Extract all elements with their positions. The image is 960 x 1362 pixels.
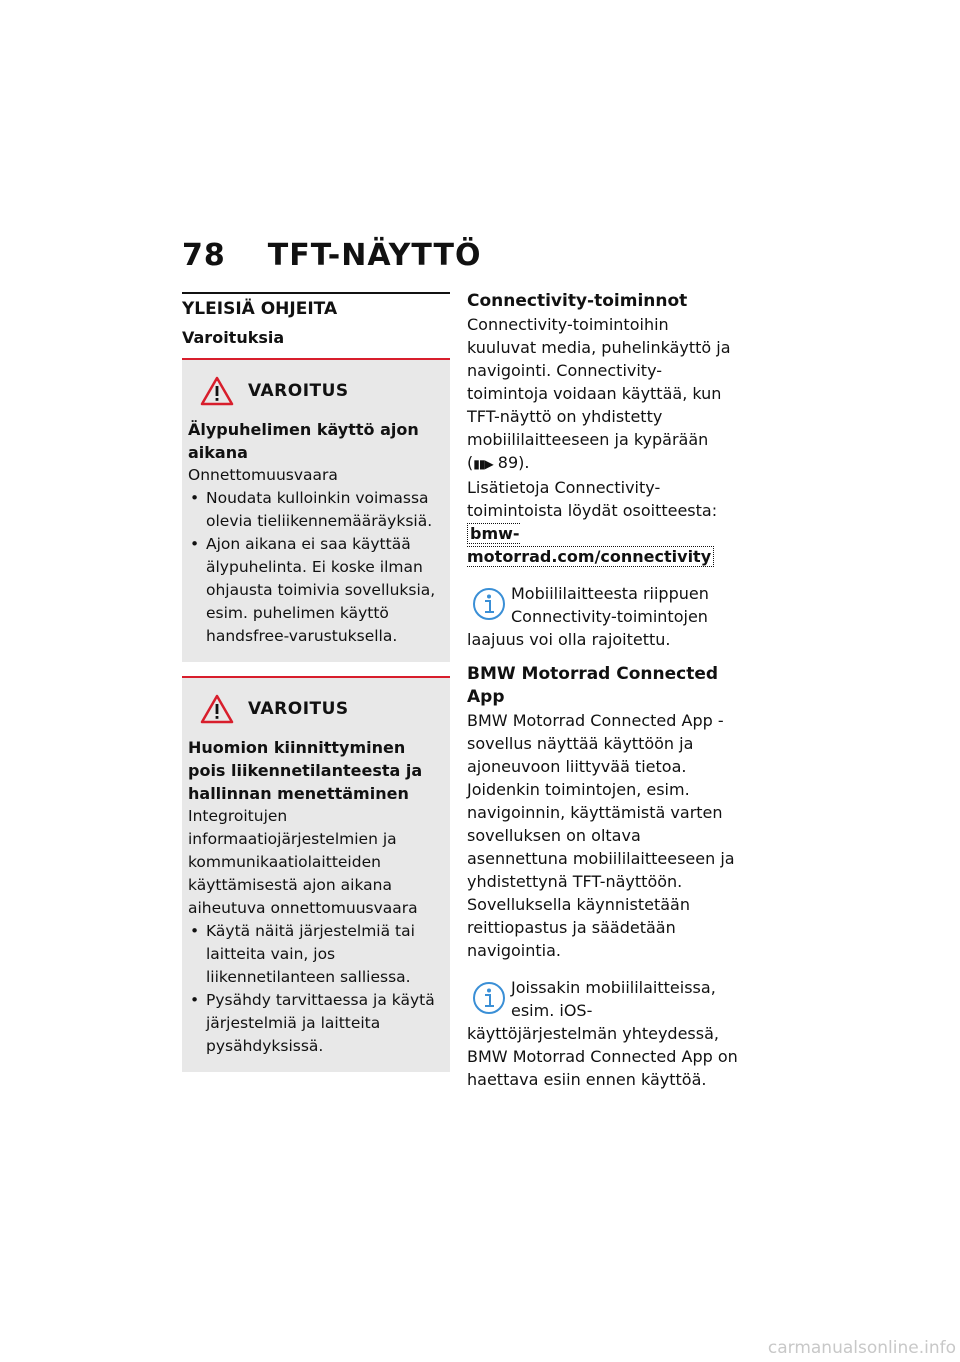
- page-reference[interactable]: 89: [497, 453, 519, 472]
- warning-title: Älypuhelimen käyttö ajon aikana: [188, 420, 419, 462]
- page-header: [182, 238, 482, 273]
- connectivity-paragraph: [467, 313, 739, 476]
- connectivity-text-end: ).: [518, 453, 530, 472]
- chapter-title: TFT-NÄYTTÖ: [267, 238, 482, 273]
- warning-triangle-icon: [200, 694, 234, 724]
- list-item: • Käytä näitä järjestelmiä tai laitteita vain, jos liikennetilanteen salliessa.: [188, 920, 444, 989]
- list-item: • Noudata kulloinkin voimassa olevia tieliikennemääräyksiä.: [188, 487, 444, 533]
- warning-bullet-list: [188, 487, 444, 648]
- warning-header: [200, 694, 444, 724]
- info-icon: [471, 980, 507, 1016]
- app-paragraph: BMW Motorrad Connected App -sovellus näyttää käyttöön ja ajoneuvoon liittyvää tietoa. Joidenkin toimintojen, esim. navigoinnin, käyttämistä varten sovelluksen on oltava asennettuna mobiililaitteeseen ja yhdistettynä TFT-näyttöön. Sovelluksella käynnistetään reittiopastus ja säädetään navigointia.: [467, 711, 735, 960]
- list-item: • Pysähdy tarvittaessa ja käytä järjestelmiä ja laitteita pysähdyksissä.: [188, 989, 444, 1058]
- warning-triangle-icon: [200, 376, 234, 406]
- info-text: Lisätietoja Connectivity-toimintoista löydät osoitteesta:: [467, 478, 718, 520]
- note-text: Joissakin mobiililaitteissa, esim. iOS-: [511, 978, 716, 1020]
- info-icon: [471, 586, 507, 622]
- list-item: • Ajon aikana ei saa käyttää älypuhelinta. Ei koske ilman ohjausta toimivia sovelluksia, esim. puhelimen käyttö handsfree-varustuksella.: [188, 533, 444, 648]
- watermark: carmanualsonline.info: [767, 1338, 956, 1358]
- connectivity-link[interactable]: bmw-motorrad.com/connectivity: [467, 523, 714, 567]
- page-number: 78: [182, 238, 226, 273]
- section-title: YLEISIÄ OHJEITA: [182, 299, 338, 319]
- note-block-ios: [467, 976, 739, 1091]
- warning-hazard: Integroitujen informaatiojärjestelmien ja kommunikaatiolaitteiden käyttämisestä ajon aikana aiheutuva onnettomuusvaara: [188, 807, 418, 917]
- warning-box-smartphone: [182, 358, 450, 662]
- connectivity-text: Connectivity-toimintoihin kuuluvat media, puhelinkäyttö ja navigointi. Connectivity-toimintoja voidaan käyttää, kun TFT-näyttö on yhdistetty mobiililaitteeseen ja kypärään (: [467, 315, 731, 472]
- warning-header: [200, 376, 444, 406]
- subsection-title: Varoituksia: [182, 328, 285, 347]
- warning-label: VAROITUS: [248, 381, 349, 401]
- right-column: [467, 290, 739, 1091]
- note-text-continued: käyttöjärjestelmän yhteydessä, BMW Motorrad Connected App on haettava esiin ennen käyttöä.: [467, 1024, 738, 1089]
- warning-box-distraction: [182, 676, 450, 1072]
- connectivity-title: Connectivity-toiminnot: [467, 291, 688, 311]
- note-text: Mobiililaitteesta riippuen Connectivity-toimintojen: [511, 584, 709, 626]
- app-title: BMW Motorrad Connected App: [467, 664, 719, 707]
- section-divider: [182, 292, 450, 294]
- arrow-right-icon: ▮▮▶: [473, 457, 493, 471]
- warning-label: VAROITUS: [248, 699, 349, 719]
- note-block-scope: [467, 582, 739, 651]
- warning-hazard: Onnettomuusvaara: [188, 466, 338, 484]
- warning-title: Huomion kiinnittyminen pois liikennetilanteesta ja hallinnan menettäminen: [188, 738, 423, 803]
- left-column: [182, 292, 450, 1072]
- note-text-continued: laajuus voi olla rajoitettu.: [467, 630, 671, 649]
- warning-bullet-list: [188, 920, 444, 1058]
